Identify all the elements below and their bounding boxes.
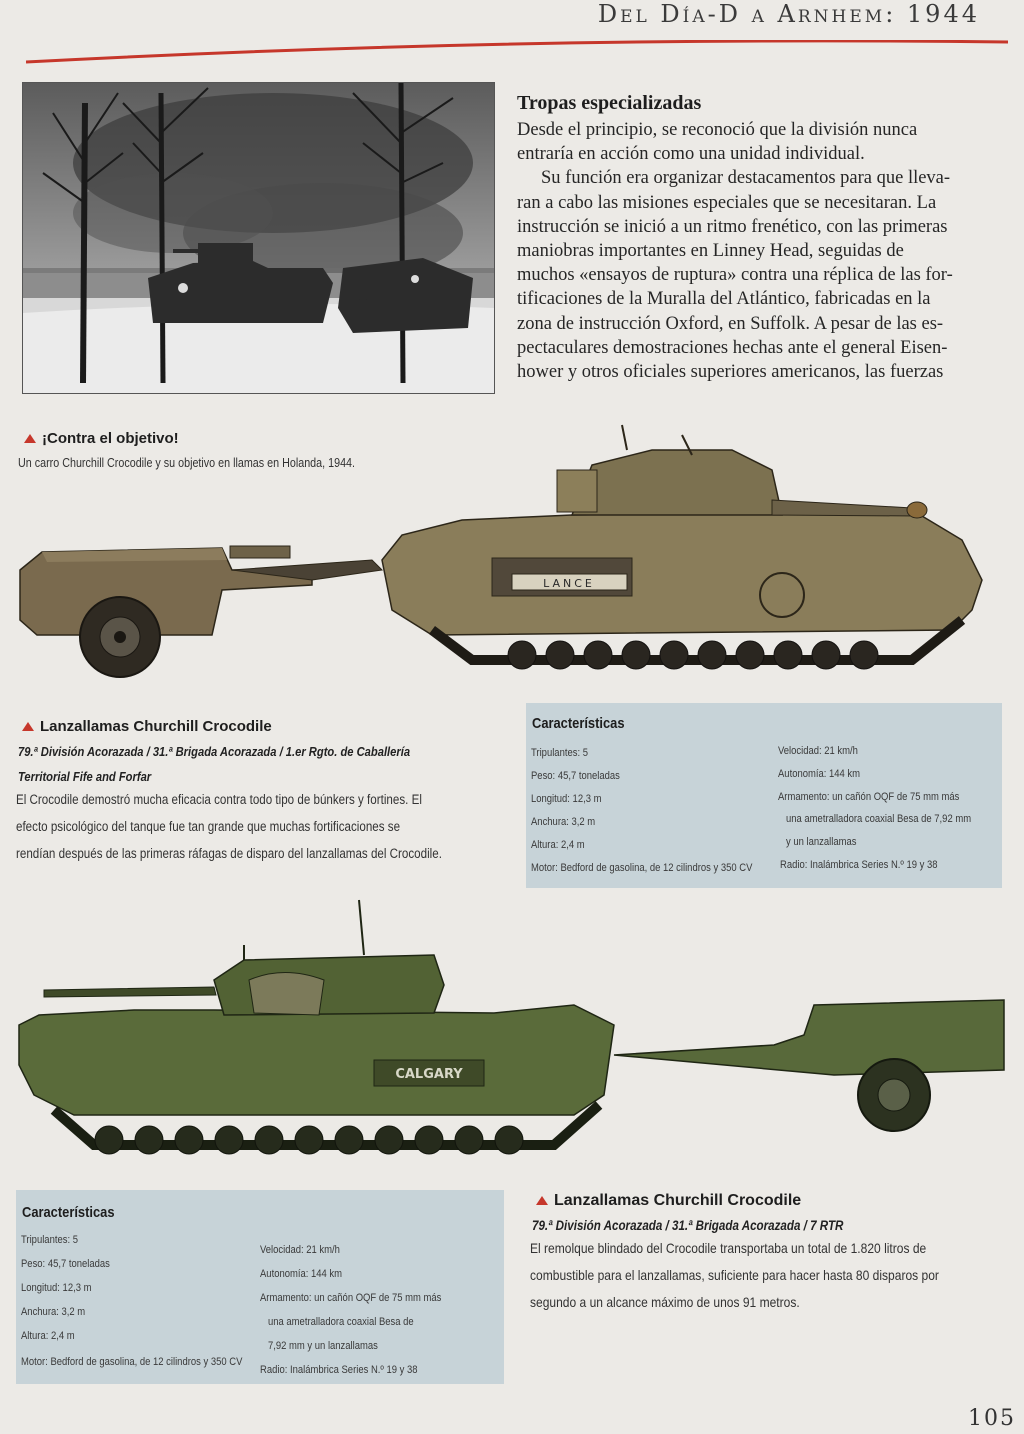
tank1-desc-line: efecto psicológico del tanque fue tan grande que muchas fortificaciones se	[16, 819, 401, 834]
spec-item: 7,92 mm y un lanzallamas	[268, 1340, 378, 1352]
spec-item: Radio: Inalámbrica Series N.º 19 y 38	[260, 1364, 418, 1376]
header-rule	[26, 40, 1008, 64]
article-line: muchos «ensayos de ruptura» contra una réplica de las for-	[517, 265, 953, 286]
spec-item: Armamento: un cañón OQF de 75 mm más	[778, 791, 960, 803]
tank1-caption	[16, 718, 511, 867]
spec-box-title: Características	[22, 1204, 115, 1221]
article-line: entraría en acción como una unidad individual.	[517, 144, 865, 165]
tank-illustration-calgary	[14, 895, 1012, 1163]
tank2-caption-title: Lanzallamas Churchill Crocodile	[554, 1192, 802, 1209]
tank2-caption	[530, 1192, 1006, 1316]
tank1-desc-line: rendían después de las primeras ráfagas de disparo del lanzallamas del Crocodile.	[16, 846, 442, 861]
tank-illustration-lance	[12, 420, 992, 688]
spec-item: Peso: 45,7 toneladas	[531, 770, 620, 782]
article-line: maniobras importantes en Linney Head, seguidas de	[517, 241, 904, 262]
article-line: instrucción se inició a un ritmo frenético, con las primeras	[517, 216, 948, 237]
spec-item: Armamento: un cañón OQF de 75 mm más	[260, 1292, 442, 1304]
historical-photo	[22, 82, 495, 394]
tank-nameplate-lance: LANCE	[543, 577, 595, 590]
tank2-desc-line: segundo a un alcance máximo de unos 91 metros.	[530, 1294, 800, 1310]
spec-item: Longitud: 12,3 m	[531, 793, 602, 805]
article-line: hower y otros oficiales superiores americanos, las fuerzas	[517, 362, 944, 383]
tank1-desc-line: El Crocodile demostró mucha eficacia contra todo tipo de búnkers y fortines. El	[16, 792, 422, 807]
spec-item: Velocidad: 21 km/h	[260, 1244, 340, 1256]
running-header: Del Día-D a Arnhem: 1944	[597, 0, 980, 28]
spec-item: Altura: 2,4 m	[531, 839, 585, 851]
spec-item: Tripulantes: 5	[531, 747, 588, 759]
article-line: Desde el principio, se reconoció que la división nunca	[517, 120, 918, 140]
tank1-caption-title: Lanzallamas Churchill Crocodile	[40, 718, 272, 735]
article-line: Su función era organizar destacamentos para que lleva-	[541, 168, 951, 189]
spec-item: Velocidad: 21 km/h	[778, 745, 858, 757]
spec-item: Autonomía: 144 km	[778, 768, 861, 780]
article-body	[517, 118, 987, 384]
article-line: ran a cabo las misiones especiales que se necesitaran. La	[517, 192, 937, 213]
spec-item: Motor: Bedford de gasolina, de 12 cilindros y 350 CV	[531, 862, 753, 874]
article-line: zona de instrucción Oxford, en Suffolk. A pesar de las es-	[517, 313, 944, 334]
spec-item: Tripulantes: 5	[21, 1234, 78, 1246]
spec-item: Altura: 2,4 m	[21, 1330, 75, 1342]
spec-item: Radio: Inalámbrica Series N.º 19 y 38	[780, 859, 938, 871]
spec-item: Motor: Bedford de gasolina, de 12 cilindros y 350 CV	[21, 1356, 243, 1368]
spec-item: una ametralladora coaxial Besa de 7,92 mm	[786, 813, 972, 825]
photo-caption-title: ¡Contra el objetivo!	[42, 430, 179, 447]
triangle-marker-icon	[22, 722, 34, 731]
tank2-desc-line: combustible para el lanzallamas, suficiente para hacer hasta 80 disparos por	[530, 1267, 939, 1283]
page-number: 105	[968, 1406, 1016, 1431]
spec-item: Anchura: 3,2 m	[21, 1306, 86, 1318]
tank2-spec-box	[16, 1190, 504, 1384]
tank-nameplate-calgary: CALGARY	[395, 1067, 463, 1082]
tank2-desc-line: El remolque blindado del Crocodile transportaba un total de 1.820 litros de	[530, 1240, 927, 1256]
triangle-marker-icon	[536, 1196, 548, 1205]
spec-item: Longitud: 12,3 m	[21, 1282, 92, 1294]
article-line: tificaciones de la Muralla del Atlántico, fabricadas en la	[517, 289, 931, 310]
photo-caption-text: Un carro Churchill Crocodile y su objetivo en llamas en Holanda, 1944.	[18, 456, 356, 470]
tank1-unit-line: Territorial Fife and Forfar	[18, 769, 152, 784]
tank1-unit-line: 79.ª División Acorazada / 31.ª Brigada Acorazada / 1.er Rgto. de Caballería	[18, 744, 411, 759]
spec-item: y un lanzallamas	[786, 836, 857, 848]
spec-item: una ametralladora coaxial Besa de	[268, 1316, 414, 1328]
spec-item: Anchura: 3,2 m	[531, 816, 596, 828]
tank1-spec-box	[526, 703, 1002, 888]
tank2-unit-line: 79.ª División Acorazada / 31.ª Brigada Acorazada / 7 RTR	[532, 1218, 844, 1233]
spec-item: Peso: 45,7 toneladas	[21, 1258, 110, 1270]
spec-item: Autonomía: 144 km	[260, 1268, 343, 1280]
article-line: pectaculares demostraciones hechas ante el general Eisen-	[517, 337, 948, 358]
section-heading: Tropas especializadas	[517, 92, 702, 114]
spec-box-title: Características	[532, 715, 625, 732]
